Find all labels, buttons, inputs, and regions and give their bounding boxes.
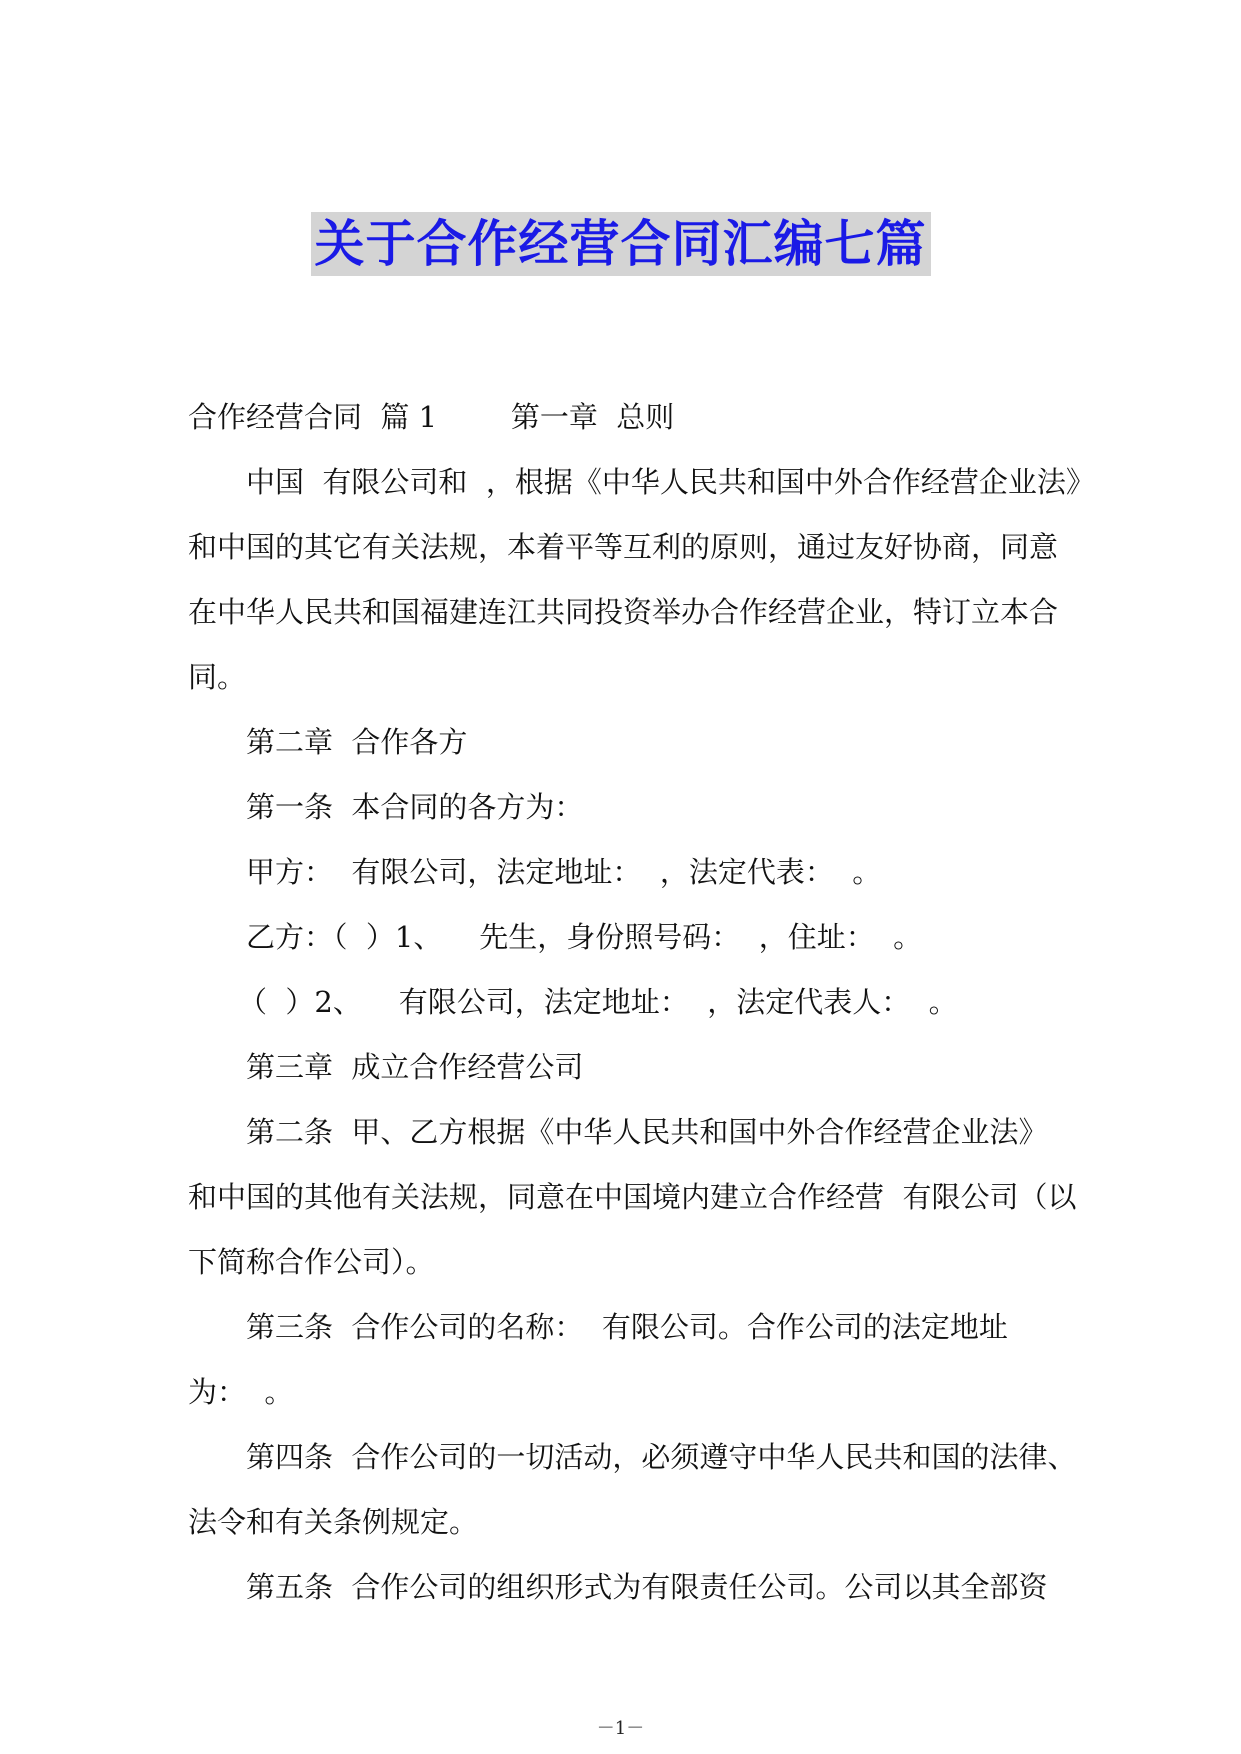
paragraph-line: 在中华人民共和国福建连江共同投资举办合作经营企业，特订立本合 bbox=[188, 595, 1059, 629]
paragraph-line: 第三条 合作公司的名称： 有限公司。合作公司的法定地址 bbox=[246, 1310, 1008, 1344]
paragraph-line: 第一条 本合同的各方为： bbox=[246, 790, 584, 824]
paragraph-line: （ ）2、 有限公司，法定地址： ，法定代表人： 。 bbox=[238, 985, 958, 1019]
paragraph-line: 乙方：（ ）1、 先生，身份照号码： ，住址： 。 bbox=[246, 920, 923, 954]
paragraph-line: 第二条 甲、乙方根据《中华人民共和国中外合作经营企业法》 bbox=[246, 1115, 1048, 1149]
paragraph-line: 为： 。 bbox=[188, 1375, 294, 1409]
paragraph-line: 下简称合作公司）。 bbox=[188, 1245, 435, 1279]
paragraph-line: 和中国的其他有关法规，同意在中国境内建立合作经营 有限公司（以 bbox=[188, 1180, 1077, 1214]
paragraph-line: 第五条 合作公司的组织形式为有限责任公司。公司以其全部资 bbox=[246, 1570, 1048, 1604]
paragraph-line: 第四条 合作公司的一切活动，必须遵守中华人民共和国的法律、 bbox=[246, 1440, 1077, 1474]
paragraph-line: 同。 bbox=[188, 660, 247, 694]
document-body bbox=[188, 385, 1095, 1620]
page-number: －1－ bbox=[596, 1718, 645, 1739]
paragraph-line: 中国 有限公司和 ，根据《中华人民共和国中外合作经营企业法》 bbox=[246, 465, 1095, 499]
paragraph-line: 合作经营合同 篇 1 第一章 总则 bbox=[188, 400, 675, 434]
chapter-heading: 第二章 合作各方 bbox=[246, 725, 468, 759]
paragraph-line: 法令和有关条例规定。 bbox=[188, 1505, 479, 1539]
paragraph-line: 和中国的其它有关法规，本着平等互利的原则，通过友好协商，同意 bbox=[188, 530, 1059, 564]
chapter-heading: 第三章 成立合作经营公司 bbox=[246, 1050, 584, 1084]
document-title: 关于合作经营合同汇编七篇 bbox=[311, 212, 931, 276]
paragraph-line: 甲方： 有限公司，法定地址： ，法定代表： 。 bbox=[246, 855, 882, 889]
